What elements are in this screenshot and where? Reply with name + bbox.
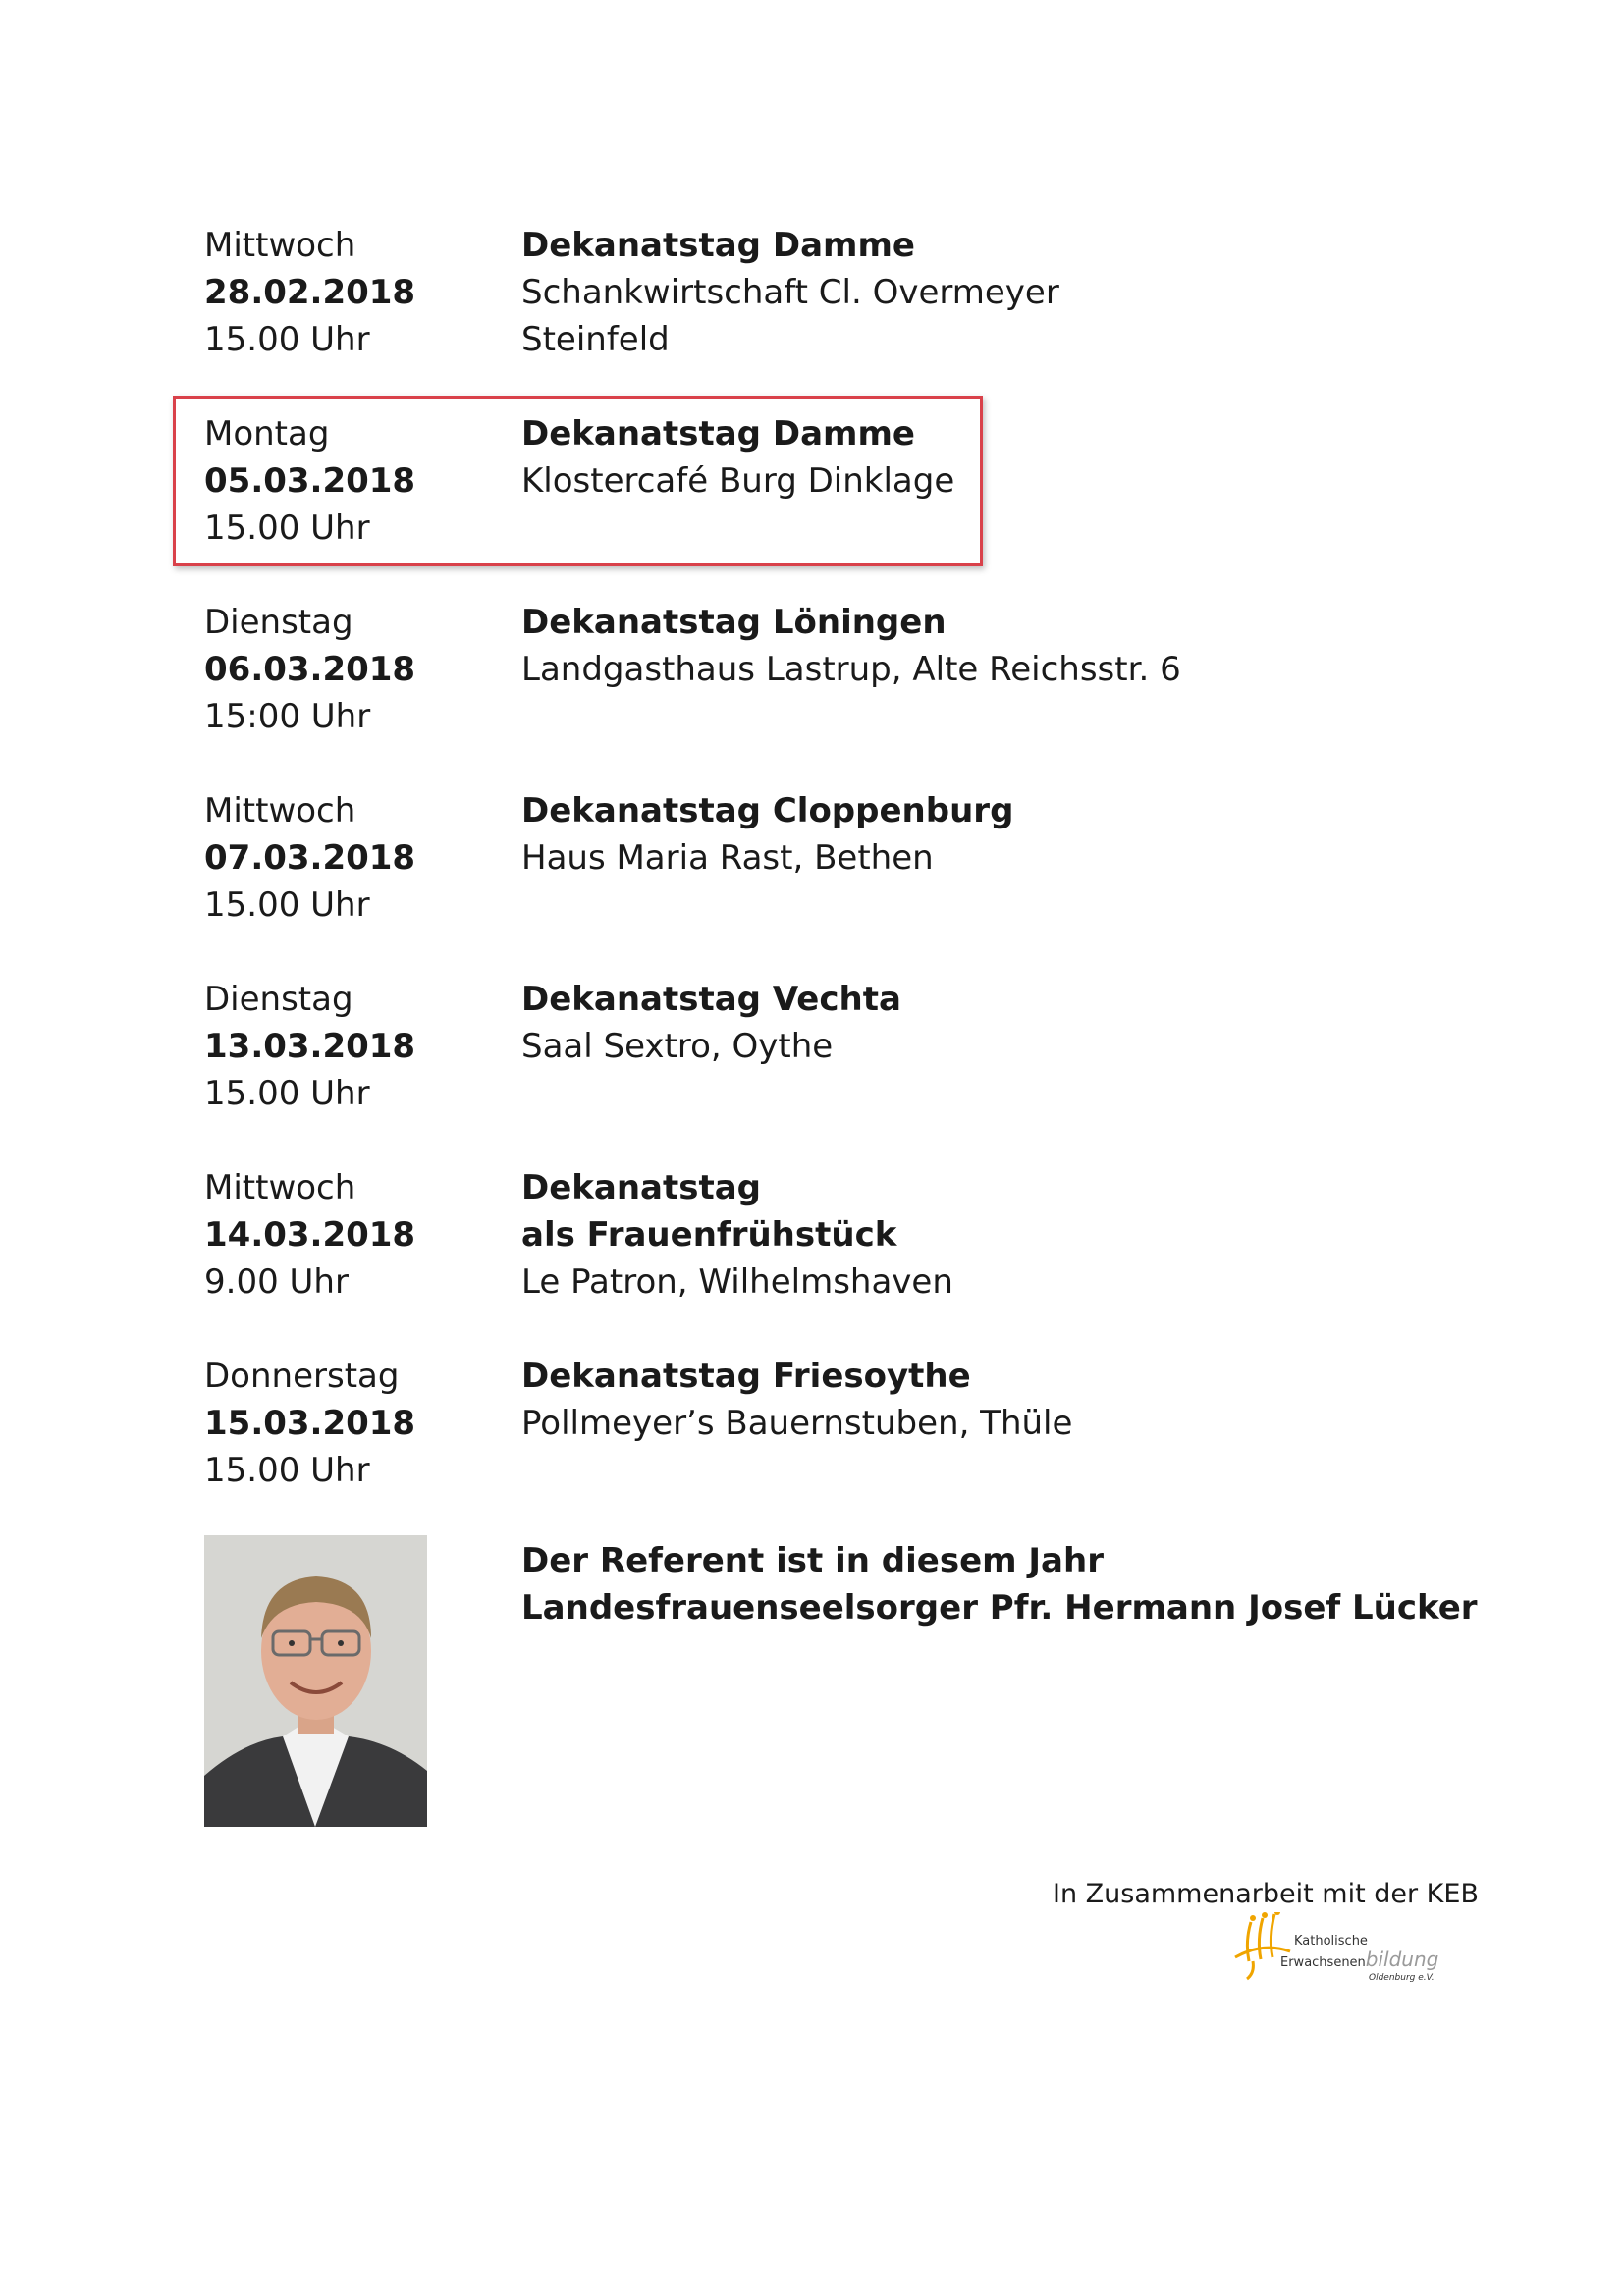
event-title: Dekanatstag Vechta	[521, 980, 901, 1019]
event-title: Dekanatstag	[521, 1168, 762, 1207]
logo-line-2-main: Erwachsenen	[1280, 1955, 1366, 1970]
event-title: Dekanatstag Damme	[521, 226, 915, 265]
keb-logo	[1233, 1912, 1445, 2012]
event-date: 13.03.2018	[204, 1027, 416, 1066]
event-title: Dekanatstag Friesoythe	[521, 1357, 971, 1396]
event-time: 15.00 Uhr	[204, 1074, 370, 1113]
event-day: Montag	[204, 414, 330, 454]
event-day: Donnerstag	[204, 1357, 400, 1396]
event-venue: Saal Sextro, Oythe	[521, 1027, 834, 1066]
referent-line-1: Der Referent ist in diesem Jahr	[521, 1541, 1104, 1580]
event-location: Steinfeld	[521, 320, 670, 359]
event-venue: Landgasthaus Lastrup, Alte Reichsstr. 6	[521, 650, 1181, 689]
event-title: Dekanatstag Löningen	[521, 603, 947, 642]
event-date: 07.03.2018	[204, 838, 416, 878]
event-venue: Pollmeyer’s Bauernstuben, Thüle	[521, 1404, 1073, 1443]
event-entry	[0, 976, 1624, 1123]
event-title: Dekanatstag Cloppenburg	[521, 791, 1014, 830]
event-day: Dienstag	[204, 980, 353, 1019]
logo-line-3: Oldenburg e.V.	[1369, 1973, 1435, 1983]
event-venue: Haus Maria Rast, Bethen	[521, 838, 934, 878]
cooperation-credit: In Zusammenarbeit mit der KEB	[1053, 1879, 1479, 1909]
event-entry-highlighted	[0, 410, 1624, 558]
logo-line-2	[1280, 1948, 1438, 1971]
event-time: 15.00 Uhr	[204, 508, 370, 548]
event-date: 28.02.2018	[204, 273, 416, 312]
event-day: Dienstag	[204, 603, 353, 642]
event-time: 15.00 Uhr	[204, 320, 370, 359]
event-entry	[0, 1164, 1624, 1311]
event-date: 06.03.2018	[204, 650, 416, 689]
event-entry	[0, 1353, 1624, 1500]
event-venue: Klostercafé Burg Dinklage	[521, 461, 955, 501]
event-date: 05.03.2018	[204, 461, 416, 501]
event-title-continued: als Frauenfrühstück	[521, 1215, 897, 1255]
event-time: 15:00 Uhr	[204, 697, 371, 736]
event-day: Mittwoch	[204, 791, 356, 830]
event-time: 15.00 Uhr	[204, 885, 370, 925]
event-venue: Le Patron, Wilhelmshaven	[521, 1262, 953, 1302]
event-time: 9.00 Uhr	[204, 1262, 349, 1302]
event-entry	[0, 222, 1624, 369]
referent-photo	[204, 1535, 427, 1827]
referent-text	[521, 1537, 1478, 1631]
event-date: 15.03.2018	[204, 1404, 416, 1443]
event-time: 15.00 Uhr	[204, 1451, 370, 1490]
event-day: Mittwoch	[204, 226, 356, 265]
event-venue: Schankwirtschaft Cl. Overmeyer	[521, 273, 1059, 312]
logo-line-1: Katholische	[1294, 1934, 1368, 1949]
event-entry	[0, 787, 1624, 934]
event-entry	[0, 599, 1624, 746]
logo-line-2-accent: bildung	[1365, 1948, 1439, 1971]
event-day: Mittwoch	[204, 1168, 356, 1207]
referent-line-2: Landesfrauenseelsorger Pfr. Hermann Josef Lücker	[521, 1588, 1478, 1628]
event-title: Dekanatstag Damme	[521, 414, 915, 454]
event-date: 14.03.2018	[204, 1215, 416, 1255]
